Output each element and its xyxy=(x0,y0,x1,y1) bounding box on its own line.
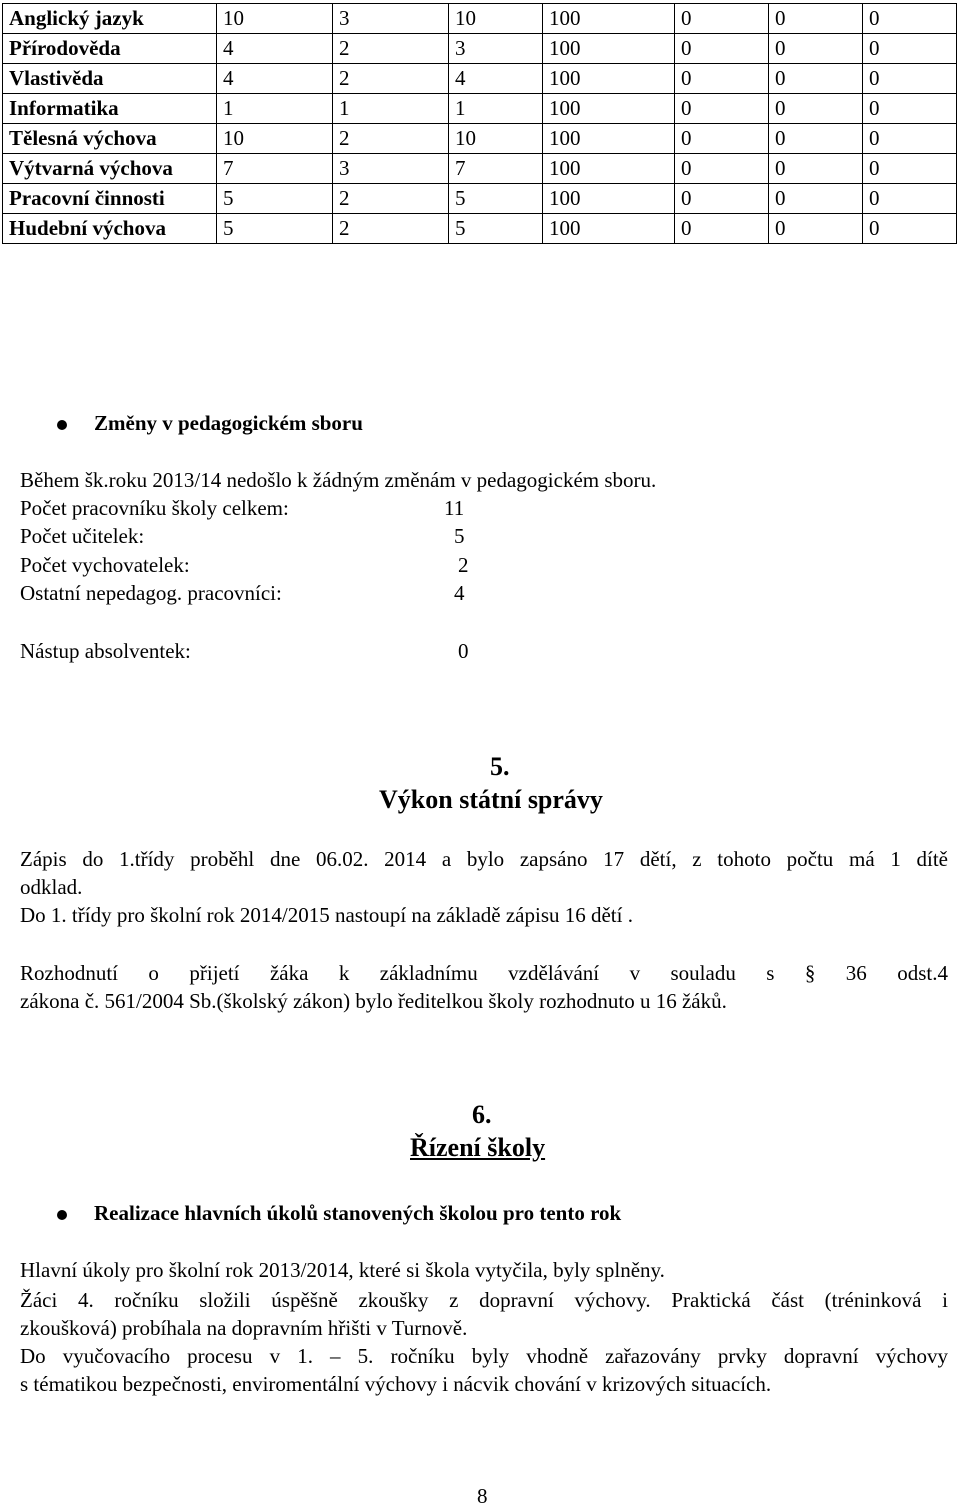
value-cell: 3 xyxy=(333,4,449,34)
value-cell: 100 xyxy=(543,34,675,64)
value-cell: 100 xyxy=(543,64,675,94)
value-cell: 0 xyxy=(769,64,863,94)
page-number: 8 xyxy=(477,1484,488,1508)
staff-graduates-label: Nástup absolventek: xyxy=(20,639,191,663)
table-row xyxy=(3,154,957,184)
section5-number: 5. xyxy=(490,752,510,781)
value-cell: 4 xyxy=(449,64,543,94)
text-line: odklad. xyxy=(20,875,83,899)
value-cell: 5 xyxy=(449,214,543,244)
subject-cell: Hudební výchova xyxy=(3,214,217,244)
value-cell: 5 xyxy=(217,184,333,214)
value-cell: 2 xyxy=(333,124,449,154)
value-cell: 0 xyxy=(675,94,769,124)
value-cell: 0 xyxy=(863,64,957,94)
value-cell: 0 xyxy=(675,34,769,64)
bullet-icon xyxy=(57,420,67,430)
value-cell: 3 xyxy=(333,154,449,184)
value-cell: 0 xyxy=(863,34,957,64)
value-cell: 0 xyxy=(769,34,863,64)
text-line: zkoušková) probíhala na dopravním hřišti v Turnově. xyxy=(20,1316,468,1340)
staff-educators-value: 2 xyxy=(458,553,469,577)
value-cell: 2 xyxy=(333,64,449,94)
value-cell: 1 xyxy=(449,94,543,124)
value-cell: 2 xyxy=(333,34,449,64)
table-row xyxy=(3,34,957,64)
value-cell: 10 xyxy=(449,124,543,154)
subject-cell: Vlastivěda xyxy=(3,64,217,94)
staff-total-label: Počet pracovníku školy celkem: xyxy=(20,496,289,520)
value-cell: 0 xyxy=(863,154,957,184)
value-cell: 7 xyxy=(217,154,333,184)
section5-paragraph3 xyxy=(20,959,948,1015)
value-cell: 4 xyxy=(217,34,333,64)
staff-teachers-value: 5 xyxy=(454,524,465,548)
value-cell: 100 xyxy=(543,94,675,124)
value-cell: 0 xyxy=(863,214,957,244)
value-cell: 0 xyxy=(769,94,863,124)
value-cell: 0 xyxy=(675,4,769,34)
value-cell: 0 xyxy=(769,184,863,214)
text-line: s tématikou bezpečnosti, enviromentální výchovy i nácvik chování v krizových situacích. xyxy=(20,1372,772,1396)
value-cell: 0 xyxy=(769,4,863,34)
section5-paragraph1 xyxy=(20,845,948,901)
value-cell: 0 xyxy=(675,214,769,244)
section6-paragraph3 xyxy=(20,1342,948,1398)
table-row xyxy=(3,124,957,154)
value-cell: 2 xyxy=(333,214,449,244)
text-line: Žáci 4. ročníku složili úspěšně zkoušky z dopravní výchovy. Praktická část (tréninková i xyxy=(20,1288,948,1312)
value-cell: 100 xyxy=(543,184,675,214)
table-body xyxy=(3,4,957,244)
subject-cell: Přírodověda xyxy=(3,34,217,64)
value-cell: 0 xyxy=(769,124,863,154)
value-cell: 0 xyxy=(675,184,769,214)
value-cell: 1 xyxy=(333,94,449,124)
table-row xyxy=(3,64,957,94)
staff-total-value: 11 xyxy=(444,496,465,520)
value-cell: 1 xyxy=(217,94,333,124)
value-cell: 100 xyxy=(543,4,675,34)
subject-cell: Pracovní činnosti xyxy=(3,184,217,214)
subject-cell: Výtvarná výchova xyxy=(3,154,217,184)
staff-educators-label: Počet vychovatelek: xyxy=(20,553,190,577)
value-cell: 0 xyxy=(769,214,863,244)
value-cell: 10 xyxy=(217,4,333,34)
staff-teachers-label: Počet učitelek: xyxy=(20,524,145,548)
staff-other-value: 4 xyxy=(454,581,465,605)
table-row xyxy=(3,94,957,124)
subject-cell: Informatika xyxy=(3,94,217,124)
subject-cell: Anglický jazyk xyxy=(3,4,217,34)
section6-number: 6. xyxy=(472,1100,492,1129)
bullet-icon xyxy=(57,1210,67,1220)
text-line: Rozhodnutí o přijetí žáka k základnímu vzdělávání v souladu s § 36 odst.4 xyxy=(20,961,948,985)
value-cell: 5 xyxy=(449,184,543,214)
value-cell: 0 xyxy=(863,184,957,214)
value-cell: 7 xyxy=(449,154,543,184)
section6-paragraph2 xyxy=(20,1286,948,1342)
value-cell: 0 xyxy=(863,94,957,124)
section6-title: Řízení školy xyxy=(410,1133,546,1162)
text-line: Zápis do 1.třídy proběhl dne 06.02. 2014 a bylo zapsáno 17 dětí, z tohoto počtu má 1 dítě xyxy=(20,847,948,871)
section5-paragraph2: Do 1. třídy pro školní rok 2014/2015 nastoupí na základě zápisu 16 dětí . xyxy=(20,903,633,927)
staff-other-label: Ostatní nepedagog. pracovníci: xyxy=(20,581,282,605)
section6-paragraph1: Hlavní úkoly pro školní rok 2013/2014, které si škola vytyčila, byly splněny. xyxy=(20,1258,665,1282)
value-cell: 4 xyxy=(217,64,333,94)
table-row xyxy=(3,214,957,244)
value-cell: 0 xyxy=(863,4,957,34)
section5-title: Výkon státní správy xyxy=(379,785,603,814)
value-cell: 0 xyxy=(675,124,769,154)
subject-cell: Tělesná výchova xyxy=(3,124,217,154)
staff-heading: Změny v pedagogickém sboru xyxy=(94,411,363,435)
table-row xyxy=(3,4,957,34)
text-line: zákona č. 561/2004 Sb.(školský zákon) bylo ředitelkou školy rozhodnuto u 16 žáků. xyxy=(20,989,727,1013)
value-cell: 10 xyxy=(449,4,543,34)
value-cell: 100 xyxy=(543,124,675,154)
value-cell: 3 xyxy=(449,34,543,64)
value-cell: 10 xyxy=(217,124,333,154)
value-cell: 0 xyxy=(863,124,957,154)
text-line: Do vyučovacího procesu v 1. – 5. ročníku byly vhodně zařazovány prvky dopravní výchovy xyxy=(20,1344,948,1368)
value-cell: 2 xyxy=(333,184,449,214)
value-cell: 5 xyxy=(217,214,333,244)
value-cell: 100 xyxy=(543,154,675,184)
section6-heading: Realizace hlavních úkolů stanovených školou pro tento rok xyxy=(94,1201,622,1225)
value-cell: 0 xyxy=(769,154,863,184)
value-cell: 0 xyxy=(675,64,769,94)
staff-intro: Během šk.roku 2013/14 nedošlo k žádným změnám v pedagogickém sboru. xyxy=(20,468,657,492)
staff-graduates-value: 0 xyxy=(458,639,469,663)
subject-results-table xyxy=(2,3,957,244)
value-cell: 0 xyxy=(675,154,769,184)
table-row xyxy=(3,184,957,214)
value-cell: 100 xyxy=(543,214,675,244)
